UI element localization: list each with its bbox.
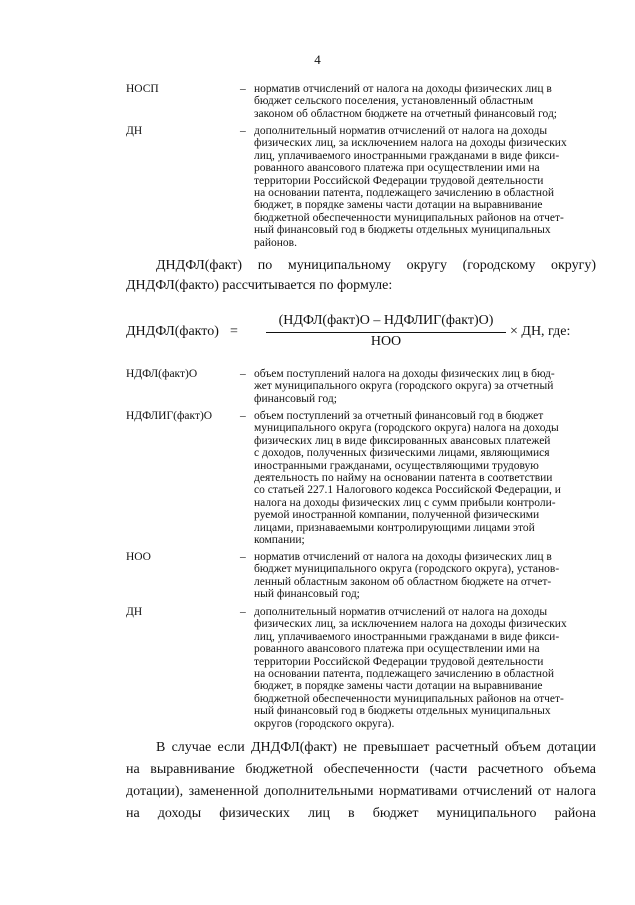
text-line: лицами, признаваемыми контролирующими лицами этой [254, 521, 535, 534]
text-line: иностранными гражданами, осуществляющими трудовую [254, 459, 539, 472]
closing-line-3: дотации), замененной дополнительными нормативами отчислений от налога [126, 784, 596, 799]
text-line: норматив отчислений от налога на доходы физических лиц в [254, 83, 552, 95]
intro-line-2: ДНДФЛ(факто) рассчитывается по формуле: [126, 278, 393, 293]
intro-line-1: ДНДФЛ(факт) по муниципальному округу (городскому округу) [156, 258, 596, 273]
text-line: лиц, уплачиваемого иностранными гражданами в виде фикси- [254, 630, 560, 643]
text-line: законом об областном бюджете на отчетный финансовый год; [254, 107, 557, 120]
definition-term: НОО [126, 551, 151, 563]
formula-numerator: (НДФЛ(факт)О – НДФЛИГ(факт)О) [278, 313, 494, 328]
definition-term: ДН [126, 606, 143, 618]
fraction-bar [266, 332, 506, 333]
text-line: норматив отчислений от налога на доходы физических лиц в [254, 551, 552, 563]
formula-equals: = [230, 324, 238, 339]
text-line: физических лиц, за исключением налога на доходы физических [254, 618, 567, 631]
closing-line-4: на доходы физических лиц в бюджет муниципального района [126, 806, 596, 821]
text-line: налога на доходы физических лиц с сумм прибыли контроли- [254, 496, 556, 509]
definition-term: НДФЛ(факт)О [126, 368, 198, 380]
text-line: деятельность по найму на основании патента в соответствии [254, 472, 553, 485]
text-line: дополнительный норматив отчислений от налога на доходы [254, 606, 548, 618]
definition-text [254, 125, 596, 249]
definition-text [254, 410, 596, 546]
text-line: рованного авансового платежа при осуществлении ими на [254, 643, 540, 656]
closing-line-1: В случае если ДНДФЛ(факт) не превышает расчетный объем дотации [156, 740, 596, 755]
text-line: ленный областным законом об областном бюджете на отчет- [254, 575, 552, 588]
definition-dash: – [240, 368, 246, 380]
text-line: на основании патента, подлежащего зачислению в областной [254, 668, 554, 681]
definition-dash: – [240, 606, 246, 618]
text-line: финансовый год; [254, 392, 337, 405]
text-line: округов (городского округа). [254, 717, 395, 730]
definition-text [254, 83, 596, 120]
text-line: районов. [254, 236, 297, 249]
text-line: со статьей 227.1 Налогового кодекса Российской Федерации, и [254, 484, 561, 497]
definition-term: ДН [126, 125, 143, 137]
formula [126, 313, 596, 358]
definition-term: НОСП [126, 83, 159, 95]
text-line: физических лиц, за исключением налога на доходы физических [254, 137, 567, 150]
definition-dash: – [240, 551, 246, 563]
definition-dash: – [240, 125, 246, 137]
definition-dash: – [240, 83, 246, 95]
text-line: ный финансовый год в бюджеты отдельных муниципальных [254, 224, 551, 237]
text-line: бюджет, в порядке замены части дотации на выравнивание [254, 199, 543, 212]
text-line: жет муниципального округа (городского округа) за отчетный [254, 380, 554, 393]
closing-line-2: на выравнивание бюджетной обеспеченности (части расчетного объема [126, 762, 596, 777]
text-line: компании; [254, 534, 305, 547]
text-line: лиц, уплачиваемого иностранными гражданами в виде фикси- [254, 149, 560, 162]
text-line: физических лиц в виде фиксированных авансовых платежей [254, 434, 551, 447]
text-line: объем поступлений за отчетный финансовый год в бюджет [254, 410, 544, 422]
text-line: территории Российской Федерации трудовой деятельности [254, 655, 544, 668]
text-line: на основании патента, подлежащего зачислению в областной [254, 187, 554, 200]
definition-text [254, 368, 596, 405]
text-line: бюджет муниципального округа (городского округа), установ- [254, 563, 560, 576]
formula-lhs: ДНДФЛ(факто) [126, 324, 219, 339]
text-line: ный финансовый год; [254, 588, 360, 601]
text-line: бюджетной обеспеченности муниципальных районов на отчет- [254, 211, 564, 224]
text-line: ный финансовый год в бюджеты отдельных муниципальных [254, 705, 551, 718]
text-line: руемой иностранной компании, полученной физическими [254, 509, 540, 522]
text-line: дополнительный норматив отчислений от налога на доходы [254, 125, 548, 137]
text-line: объем поступлений налога на доходы физических лиц в бюд- [254, 368, 555, 380]
page-number: 4 [314, 52, 321, 67]
text-line: бюджет, в порядке замены части дотации на выравнивание [254, 680, 543, 693]
text-line: муниципального округа (городского округа) налога на доходы [254, 422, 559, 435]
formula-rhs: × ДН, где: [510, 324, 571, 339]
text-line: с доходов, полученных физическими лицами, являющимися [254, 447, 550, 460]
text-line: территории Российской Федерации трудовой деятельности [254, 174, 544, 187]
definition-text [254, 606, 596, 730]
definition-text [254, 551, 596, 601]
definition-dash: – [240, 410, 246, 422]
text-line: бюджет сельского поселения, установленный областным [254, 95, 534, 108]
text-line: рованного авансового платежа при осуществлении ими на [254, 162, 540, 175]
text-line: бюджетной обеспеченности муниципальных районов на отчет- [254, 692, 564, 705]
definition-term: НДФЛИГ(факт)О [126, 410, 213, 422]
formula-denominator: НОО [370, 334, 402, 349]
